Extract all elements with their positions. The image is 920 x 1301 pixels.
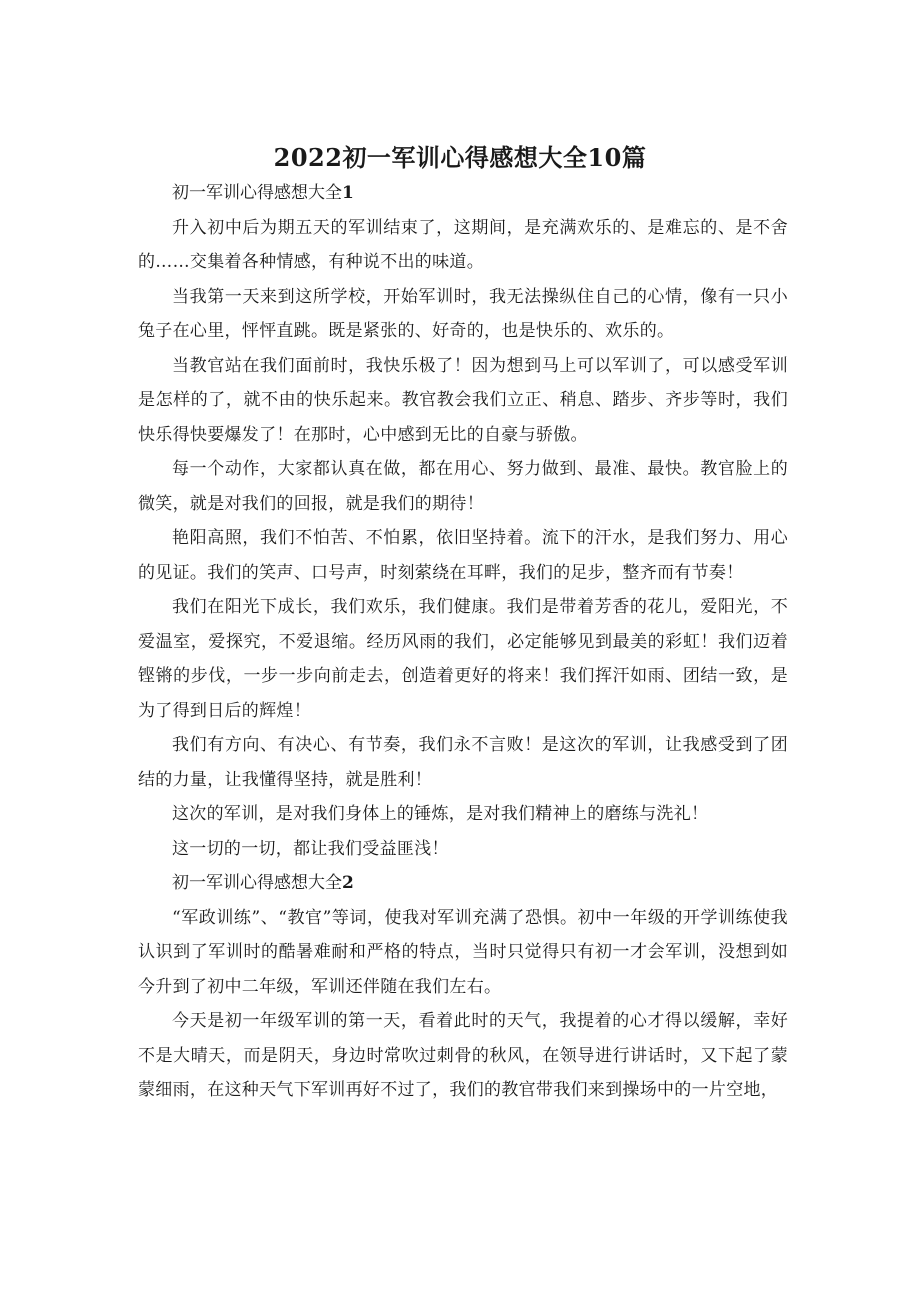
document-body — [138, 176, 788, 1108]
section-number: 2 — [342, 873, 354, 893]
paragraph: “军政训练”、“教官”等词，使我对军训充满了恐惧。初中一年级的开学训练使我认识到了军训时的酷暑难耐和严格的特点，当时只觉得只有初一才会军训，没想到如今升到了初中二年级，军训还伴随在我们左右。 — [138, 907, 788, 997]
paragraph: 我们有方向、有决心、有节奏，我们永不言败！是这次的军训，让我感受到了团结的力量，让我懂得坚持，就是胜利！ — [138, 735, 788, 790]
paragraph: 今天是初一年级军训的第一天，看着此时的天气，我提着的心才得以缓解，幸好不是大晴天，而是阴天，身边时常吹过刺骨的秋风，在领导进行讲话时，又下起了蒙蒙细雨，在这种天气下军训再好不过了，我们的教官带我们来到操场中的一片空地， — [138, 1011, 788, 1100]
paragraph: 我们在阳光下成长，我们欢乐，我们健康。我们是带着芳香的花儿，爱阳光，不爱温室，爱探究，不爱退缩。经历风雨的我们，必定能够见到最美的彩虹！我们迈着铿锵的步伐，一步一步向前走去，创造着更好的将来！我们挥汗如雨、团结一致，是为了得到日后的辉煌！ — [138, 597, 788, 721]
paragraph: 这一切的一切，都让我们受益匪浅！ — [172, 838, 449, 859]
section-heading-1 — [138, 176, 788, 211]
document-title: 2022初一军训心得感想大全10篇 — [273, 143, 647, 172]
paragraph: 当教官站在我们面前时，我快乐极了！因为想到马上可以军训了，可以感受军训是怎样的了，就不由的快乐起来。教官教会我们立正、稍息、踏步、齐步等时，我们快乐得快要爆发了！在那时，心中感到无比的自豪与骄傲。 — [138, 355, 788, 445]
paragraph: 升入初中后为期五天的军训结束了，这期间，是充满欢乐的、是难忘的、是不舍的……交集着各种情感，有种说不出的味道。 — [138, 217, 788, 272]
section-heading-text: 初一军训心得感想大全 — [172, 873, 342, 893]
paragraph: 每一个动作，大家都认真在做，都在用心、努力做到、最准、最快。教官脸上的微笑，就是对我们的回报，就是我们的期待！ — [138, 459, 788, 514]
paragraph: 当我第一天来到这所学校，开始军训时，我无法操纵住自己的心情，像有一只小兔子在心里，怦怦直跳。既是紧张的、好奇的，也是快乐的、欢乐的。 — [138, 286, 788, 341]
paragraph: 艳阳高照，我们不怕苦、不怕累，依旧坚持着。流下的汗水，是我们努力、用心的见证。我们的笑声、口号声，时刻萦绕在耳畔，我们的足步，整齐而有节奏！ — [138, 528, 788, 583]
section-heading-2 — [138, 866, 788, 901]
section-heading-text: 初一军训心得感想大全 — [172, 183, 342, 203]
paragraph: 这次的军训，是对我们身体上的锤炼，是对我们精神上的磨练与洗礼！ — [172, 804, 709, 824]
section-number: 1 — [342, 183, 354, 203]
